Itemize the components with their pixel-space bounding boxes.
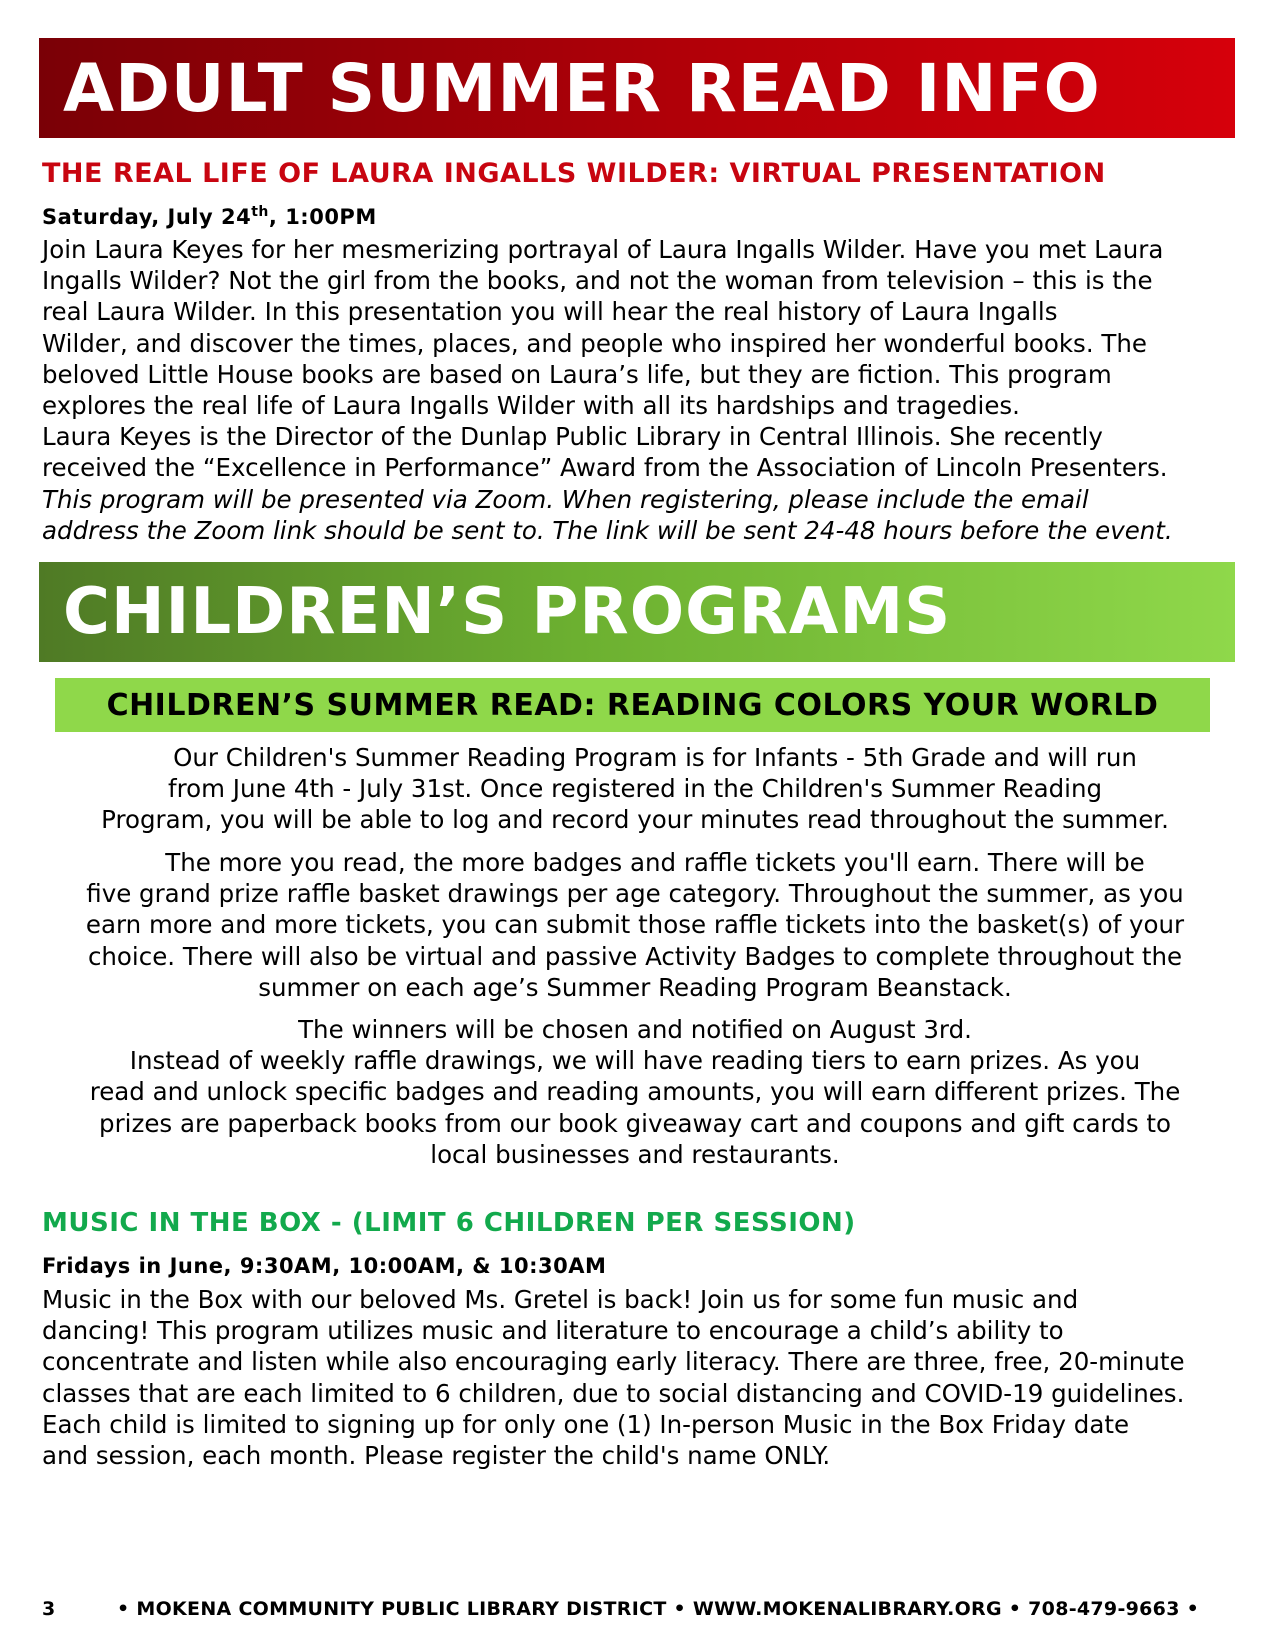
laura-event-dateline <box>42 204 377 229</box>
music-in-the-box-dateline: Fridays in June, 9:30AM, 10:00AM, & 10:30AM <box>42 1254 607 1278</box>
description-line: Each child is limited to signing up for only one (1) In-person Music in the Box Friday date <box>42 1409 1130 1439</box>
paragraph-line: The more you read, the more badges and raffle tickets you'll earn. There will be <box>165 848 1145 877</box>
paragraph-line: Program, you will be able to log and record your minutes read throughout the summer. <box>101 805 1169 835</box>
summer-reading-paragraph-3 <box>40 1014 1230 1170</box>
laura-event-title: THE REAL LIFE OF LAURA INGALLS WILDER: VIRTUAL PRESENTATION <box>42 158 1106 189</box>
paragraph-line: local businesses and restaurants. <box>430 1139 840 1169</box>
zoom-note-line: address the Zoom link should be sent to. The link will be sent 24-48 hours before the event. <box>42 515 1173 545</box>
childrens-summer-read-heading <box>55 678 1210 732</box>
footer-contact-line: • MOKENA COMMUNITY PUBLIC LIBRARY DISTRICT • WWW.MOKENALIBRARY.ORG • 708-479-9663 • <box>117 1598 1200 1620</box>
paragraph-line: prizes are paperback books from our book giveaway cart and coupons and gift cards to <box>99 1108 1171 1138</box>
description-line: Ingalls Wilder? Not the girl from the books, and not the woman from television – this is the <box>42 266 1153 296</box>
paragraph-line: from June 4th - July 31st. Once registered in the Children's Summer Reading <box>167 774 1103 804</box>
description-line: received the “Excellence in Performance” Award from the Association of Lincoln Presenters. <box>42 453 1168 483</box>
summer-reading-paragraph-2 <box>40 847 1230 1003</box>
page-number: 3 <box>42 1598 56 1620</box>
adult-banner-title: ADULT SUMMER READ INFO <box>63 49 1101 127</box>
laura-event-time: , 1:00PM <box>268 205 377 229</box>
paragraph-line: Our Children's Summer Reading Program is for Infants - 5th Grade and will run <box>173 743 1137 772</box>
description-line: dancing! This program utilizes music and literature to encourage a child’s ability to <box>42 1316 1064 1346</box>
laura-event-description <box>42 234 1242 546</box>
zoom-note-line: This program will be presented via Zoom. When registering, please include the email <box>42 484 1089 514</box>
description-line: Wilder, and discover the times, places, and people who inspired her wonderful books. The <box>42 328 1147 358</box>
paragraph-line: read and unlock specific badges and reading amounts, you will earn different prizes. The <box>89 1077 1181 1107</box>
laura-event-day: Saturday, July 24 <box>42 205 252 229</box>
adult-summer-read-banner <box>39 38 1235 138</box>
paragraph-line: The winners will be chosen and notified on August 3rd. <box>298 1015 972 1044</box>
paragraph-line: five grand prize raffle basket drawings per age category. Throughout the summer, as you <box>86 879 1184 909</box>
summer-reading-paragraph-1 <box>40 742 1230 836</box>
paragraph-line: choice. There will also be virtual and passive Activity Badges to complete throughout the <box>87 941 1183 971</box>
page-footer <box>42 1598 1232 1628</box>
description-line: concentrate and listen while also encouraging early literacy. There are three, free, 20-minute <box>42 1347 1185 1377</box>
description-line: beloved Little House books are based on Laura’s life, but they are fiction. This program <box>42 359 1112 389</box>
description-line: Music in the Box with our beloved Ms. Gretel is back! Join us for some fun music and <box>42 1285 1079 1314</box>
description-line: classes that are each limited to 6 children, due to social distancing and COVID-19 guidelines. <box>42 1378 1185 1408</box>
music-in-the-box-description <box>42 1284 1242 1471</box>
description-line: explores the real life of Laura Ingalls Wilder with all its hardships and tragedies. <box>42 391 1020 421</box>
description-line: Join Laura Keyes for her mesmerizing portrayal of Laura Ingalls Wilder. Have you met Laura <box>42 235 1164 264</box>
description-line: real Laura Wilder. In this presentation you will hear the real history of Laura Ingalls <box>42 297 1058 327</box>
childrens-banner-title: CHILDREN’S PROGRAMS <box>63 575 952 649</box>
paragraph-line: earn more and more tickets, you can submit those raffle tickets into the basket(s) of your <box>85 910 1185 940</box>
description-line: Laura Keyes is the Director of the Dunlap Public Library in Central Illinois. She recently <box>42 422 1103 452</box>
paragraph-line: Instead of weekly raffle drawings, we will have reading tiers to earn prizes. As you <box>129 1046 1141 1076</box>
childrens-summer-read-title: CHILDREN’S SUMMER READ: READING COLORS YOUR WORLD <box>106 687 1159 723</box>
laura-event-day-suffix: th <box>251 204 269 220</box>
childrens-programs-banner <box>39 562 1235 662</box>
music-in-the-box-title: MUSIC IN THE BOX - (LIMIT 6 CHILDREN PER SESSION) <box>42 1208 856 1238</box>
paragraph-line: summer on each age’s Summer Reading Program Beanstack. <box>258 972 1012 1002</box>
description-line: and session, each month. Please register the child's name ONLY. <box>42 1441 831 1471</box>
